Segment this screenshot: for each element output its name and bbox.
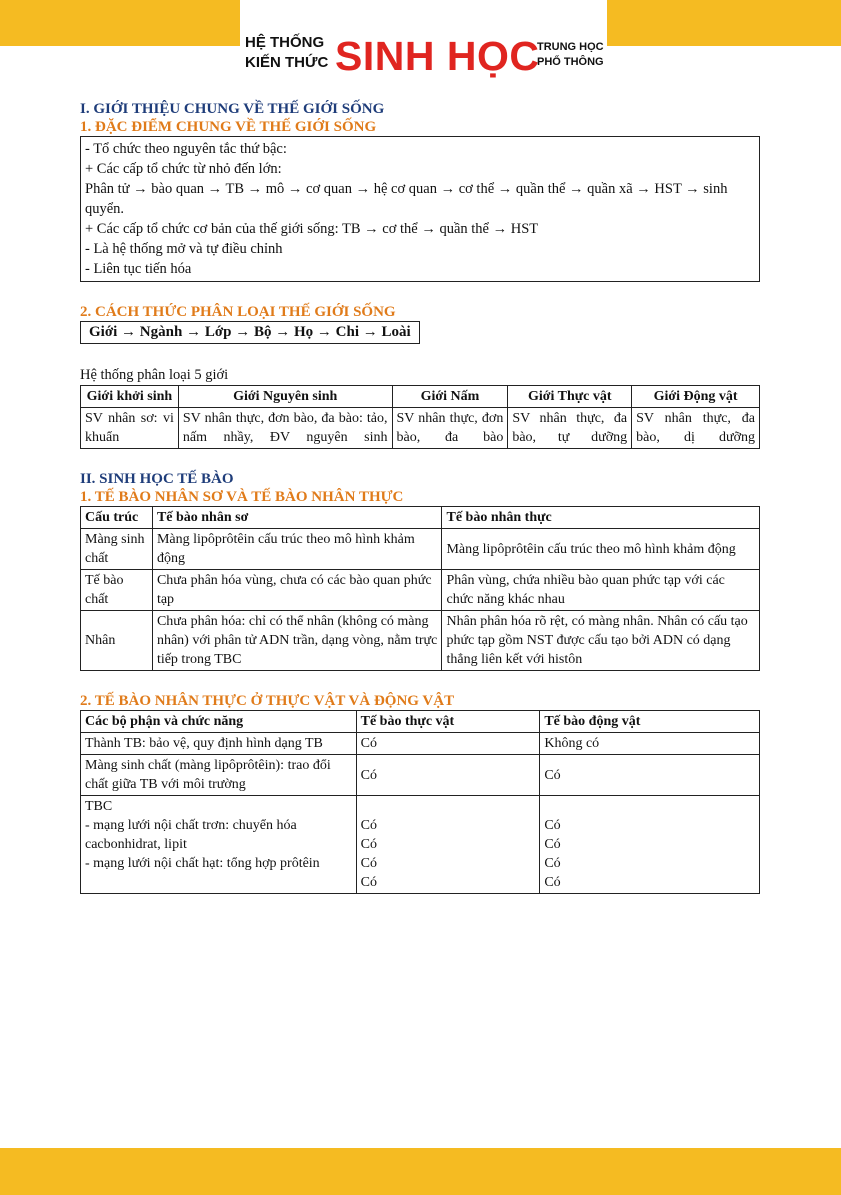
taxonomy-chain: Giới → Ngành → Lớp → Bộ → Họ → Chi → Loài — [80, 321, 420, 344]
plant-animal-table — [80, 710, 760, 894]
cell-line: TBC — [85, 799, 113, 814]
table-cell: Tế bào chất — [81, 570, 153, 611]
section2-sub1-title: 1. TẾ BÀO NHÂN SƠ VÀ TẾ BÀO NHÂN THỰC — [80, 489, 404, 505]
header-band-right — [607, 0, 841, 46]
cell-line: Có — [544, 837, 561, 852]
table-cell: SV nhân thực, đa bào, dị dưỡng — [632, 408, 760, 449]
logo-sub1: TRUNG HỌC — [537, 41, 604, 53]
cell-line: - mạng lưới nội chất hạt: tổng hợp prôtêin — [85, 856, 320, 871]
header-logo — [245, 34, 605, 84]
characteristics-line: - Tổ chức theo nguyên tắc thứ bậc: — [85, 141, 287, 157]
table-header-cell: Tế bào thực vật — [356, 711, 540, 733]
table-row — [81, 611, 760, 671]
table-cell: Không có — [540, 733, 760, 755]
logo-main: SINH HỌC — [335, 33, 540, 79]
table-row — [81, 733, 760, 755]
table-cell: Màng lipôprôtêin cấu trúc theo mô hình khảm động — [152, 529, 442, 570]
table-cell: Thành TB: bảo vệ, quy định hình dạng TB — [81, 733, 357, 755]
table-row — [81, 507, 760, 529]
table-row — [81, 796, 760, 894]
table-header-cell: Giới khởi sinh — [81, 386, 179, 408]
table-header-cell: Giới Nấm — [392, 386, 508, 408]
table-header-cell: Cấu trúc — [81, 507, 153, 529]
table-cell: Có — [356, 733, 540, 755]
table-row — [81, 755, 760, 796]
table-cell: Chưa phân hóa: chỉ có thể nhân (không có màng nhân) với phân tử ADN trần, dạng vòng, nằm trực tiếp trong TBC — [152, 611, 442, 671]
table-header-cell: Giới Thực vật — [508, 386, 632, 408]
section1-title: I. GIỚI THIỆU CHUNG VỀ THẾ GIỚI SỐNG — [80, 101, 385, 117]
table-header-cell: Tế bào động vật — [540, 711, 760, 733]
cell-line: Có — [360, 837, 377, 852]
table-cell: SV nhân thực, đơn bào, đa bào — [392, 408, 508, 449]
footer-band — [0, 1148, 841, 1195]
table-cell: Có — [356, 755, 540, 796]
section1-sub1-title: 1. ĐẶC ĐIỂM CHUNG VỀ THẾ GIỚI SỐNG — [80, 119, 377, 135]
logo-sub2: PHỔ THÔNG — [537, 56, 604, 68]
logo-line1: HỆ THỐNG — [245, 34, 325, 51]
table-cell: Màng lipôprôtêin cấu trúc theo mô hình khảm động — [442, 529, 760, 570]
table-cell: Màng sinh chất (màng lipôprôtêin): trao đổi chất giữa TB với môi trường — [81, 755, 357, 796]
kingdoms-table — [80, 385, 760, 449]
table-cell: Màng sinh chất — [81, 529, 153, 570]
section2-title: II. SINH HỌC TẾ BÀO — [80, 471, 234, 487]
table-row — [81, 570, 760, 611]
logo-line2: KIẾN THỨC — [245, 54, 329, 71]
cell-line: Có — [544, 875, 561, 890]
table-row — [81, 408, 760, 449]
table-row — [81, 386, 760, 408]
section1-sub2-title: 2. CÁCH THỨC PHÂN LOẠI THẾ GIỚI SỐNG — [80, 304, 396, 320]
characteristics-line: - Là hệ thống mở và tự điều chỉnh — [85, 241, 283, 257]
table-header-cell: Các bộ phận và chức năng — [81, 711, 357, 733]
table-cell: Nhân — [81, 611, 153, 671]
characteristics-line: + Các cấp tổ chức cơ bản của thế giới sống: TB → cơ thể → quần thể → HST — [85, 221, 539, 237]
cell-line: - mạng lưới nội chất trơn: chuyển hóa cacbonhidrat, lipit — [85, 818, 297, 852]
table-cell: Chưa phân hóa vùng, chưa có các bào quan phức tạp — [152, 570, 442, 611]
page-content — [80, 100, 760, 894]
table-cell — [81, 796, 357, 894]
table-cell: SV nhân sơ: vi khuẩn — [81, 408, 179, 449]
table-cell: SV nhân thực, đa bào, tự dưỡng — [508, 408, 632, 449]
table-cell: SV nhân thực, đơn bào, đa bào: tảo, nấm nhầy, ĐV nguyên sinh — [178, 408, 392, 449]
header-band-left — [0, 0, 240, 46]
table-cell: Phân vùng, chứa nhiều bào quan phức tạp với các chức năng khác nhau — [442, 570, 760, 611]
cell-line: Có — [544, 818, 561, 833]
table-cell — [540, 796, 760, 894]
table-header-cell: Tế bào nhân sơ — [152, 507, 442, 529]
cell-line: Có — [360, 856, 377, 871]
characteristics-line: - Liên tục tiến hóa — [85, 261, 192, 277]
table-row — [81, 711, 760, 733]
characteristics-line: Phân tử → bào quan → TB → mô → cơ quan → hệ cơ quan → cơ thể → quần thể → quần xã → HST → sinh quyển. — [85, 181, 728, 217]
cell-line: Có — [360, 875, 377, 890]
table-cell: Nhân phân hóa rõ rệt, có màng nhân. Nhân có cấu tạo phức tạp gồm NST được cấu tạo bởi ADN có dạng thẳng liên kết với histôn — [442, 611, 760, 671]
cell-comparison-table — [80, 506, 760, 671]
table-cell: Có — [540, 755, 760, 796]
section2-sub2-title: 2. TẾ BÀO NHÂN THỰC Ở THỰC VẬT VÀ ĐỘNG VẬT — [80, 693, 455, 709]
table-header-cell: Giới Nguyên sinh — [178, 386, 392, 408]
cell-line: Có — [360, 818, 377, 833]
table-row — [81, 529, 760, 570]
characteristics-box — [80, 136, 760, 282]
characteristics-line: + Các cấp tổ chức từ nhỏ đến lớn: — [85, 161, 282, 177]
table-header-cell: Tế bào nhân thực — [442, 507, 760, 529]
kingdoms-caption: Hệ thống phân loại 5 giới — [80, 367, 229, 383]
table-cell — [356, 796, 540, 894]
table-header-cell: Giới Động vật — [632, 386, 760, 408]
cell-line: Có — [544, 856, 561, 871]
